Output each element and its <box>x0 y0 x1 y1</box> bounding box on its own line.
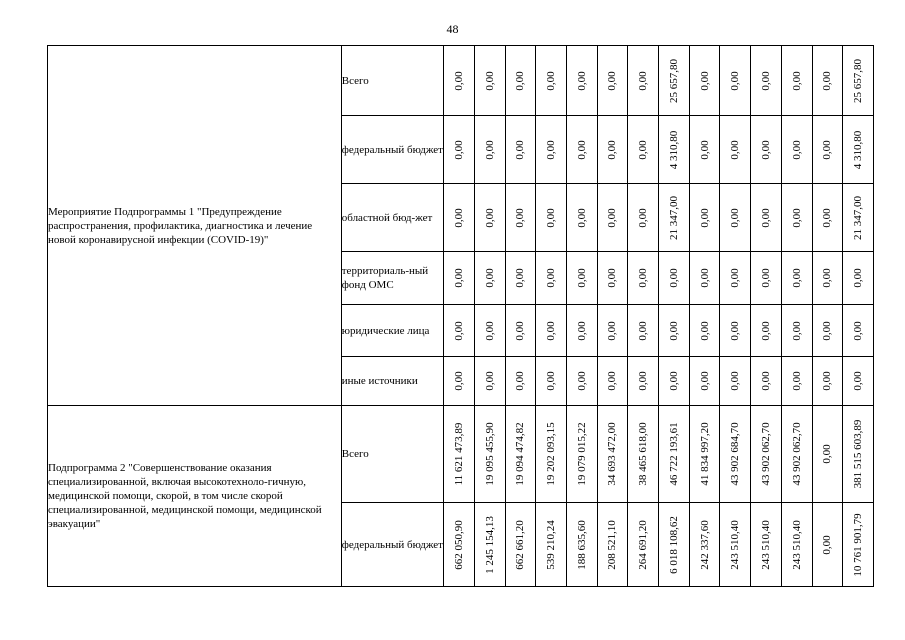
value-cell <box>505 305 536 357</box>
value-text: 0,00 <box>483 268 496 288</box>
value-text: 242 337,60 <box>698 519 711 570</box>
value-text: 0,00 <box>821 534 834 555</box>
value-text: 19 079 015,22 <box>575 422 588 486</box>
value-cell <box>751 503 782 587</box>
value-text: 0,00 <box>729 320 742 341</box>
value-cell <box>843 46 874 116</box>
value-cell <box>474 357 505 406</box>
value-cell <box>444 116 475 184</box>
value-text: 25 657,80 <box>667 58 680 103</box>
value-cell <box>812 184 843 252</box>
value-cell <box>720 252 751 305</box>
value-text: 0,00 <box>637 371 650 391</box>
value-cell <box>566 184 597 252</box>
value-text: 0,00 <box>821 70 834 91</box>
value-cell <box>505 252 536 305</box>
value-cell <box>720 46 751 116</box>
value-cell <box>689 116 720 184</box>
value-text: 0,00 <box>606 139 619 160</box>
value-cell <box>597 184 628 252</box>
value-cell <box>597 305 628 357</box>
value-cell <box>843 305 874 357</box>
value-text: 0,00 <box>790 139 803 160</box>
value-text: 0,00 <box>790 268 803 288</box>
value-text: 0,00 <box>545 139 558 160</box>
value-cell <box>566 503 597 587</box>
value-text: 264 691,20 <box>637 519 650 570</box>
value-text: 0,00 <box>759 70 772 91</box>
value-text: 662 050,90 <box>452 519 465 570</box>
value-text: 46 722 193,61 <box>667 422 680 486</box>
table-row <box>48 46 874 116</box>
value-text: 0,00 <box>637 70 650 91</box>
value-text: 0,00 <box>483 320 496 341</box>
value-cell <box>444 46 475 116</box>
value-text: 243 510,40 <box>790 519 803 570</box>
value-cell <box>659 46 690 116</box>
value-text: 0,00 <box>606 207 619 228</box>
value-text: 0,00 <box>759 139 772 160</box>
value-text: 4 310,80 <box>852 130 865 169</box>
value-cell <box>843 503 874 587</box>
value-text: 19 095 455,90 <box>483 422 496 486</box>
value-cell <box>751 252 782 305</box>
value-cell <box>536 184 567 252</box>
value-cell <box>812 406 843 503</box>
value-text: 0,00 <box>575 207 588 228</box>
value-text: 0,00 <box>514 371 527 391</box>
value-cell <box>597 116 628 184</box>
value-cell <box>444 184 475 252</box>
value-text: 43 902 062,70 <box>759 422 772 486</box>
value-cell <box>566 46 597 116</box>
value-text: 0,00 <box>452 139 465 160</box>
value-cell <box>505 116 536 184</box>
value-cell <box>843 184 874 252</box>
value-cell <box>659 357 690 406</box>
value-cell <box>812 116 843 184</box>
value-cell <box>781 116 812 184</box>
value-text: 0,00 <box>698 207 711 228</box>
value-text: 6 018 108,62 <box>667 515 680 574</box>
value-text: 0,00 <box>698 371 711 391</box>
value-text: 0,00 <box>667 371 680 391</box>
value-cell <box>628 503 659 587</box>
funding-source-cell: федеральный бюджет <box>341 503 443 587</box>
value-text: 1 245 154,13 <box>483 515 496 574</box>
value-text: 0,00 <box>698 320 711 341</box>
value-text: 0,00 <box>452 371 465 391</box>
value-cell <box>781 357 812 406</box>
value-cell <box>566 305 597 357</box>
value-cell <box>720 116 751 184</box>
value-text: 0,00 <box>606 70 619 91</box>
value-cell <box>689 184 720 252</box>
value-cell <box>566 116 597 184</box>
value-cell <box>505 184 536 252</box>
value-text: 0,00 <box>483 139 496 160</box>
funding-source-cell: федеральный бюджет <box>341 116 443 184</box>
value-text: 0,00 <box>729 371 742 391</box>
value-cell <box>628 305 659 357</box>
value-cell <box>689 503 720 587</box>
value-text: 0,00 <box>514 207 527 228</box>
program-name-cell: Мероприятие Подпрограммы 1 "Предупреждение распространения, профилактика, диагностика и лечение новой коронавирусной инфекции (COVID-19)" <box>48 46 342 406</box>
value-cell <box>566 252 597 305</box>
value-text: 0,00 <box>729 268 742 288</box>
value-text: 0,00 <box>698 268 711 288</box>
value-cell <box>597 46 628 116</box>
value-cell <box>597 252 628 305</box>
value-text: 0,00 <box>452 320 465 341</box>
value-text: 0,00 <box>606 371 619 391</box>
value-text: 0,00 <box>514 268 527 288</box>
value-text: 10 761 901,79 <box>852 512 865 577</box>
value-cell <box>720 357 751 406</box>
value-text: 0,00 <box>575 268 588 288</box>
value-cell <box>597 503 628 587</box>
value-text: 0,00 <box>483 371 496 391</box>
value-cell <box>751 46 782 116</box>
value-text: 25 657,80 <box>852 58 865 103</box>
value-cell <box>474 305 505 357</box>
value-cell <box>689 305 720 357</box>
value-text: 0,00 <box>790 70 803 91</box>
value-text: 19 094 474,82 <box>514 422 527 486</box>
value-cell <box>720 503 751 587</box>
value-cell <box>812 357 843 406</box>
value-cell <box>444 357 475 406</box>
value-cell <box>474 503 505 587</box>
value-text: 0,00 <box>852 268 865 288</box>
value-text: 662 661,20 <box>514 519 527 570</box>
value-cell <box>505 357 536 406</box>
value-cell <box>659 252 690 305</box>
value-text: 0,00 <box>759 371 772 391</box>
value-text: 43 902 684,70 <box>729 422 742 486</box>
value-text: 0,00 <box>790 207 803 228</box>
value-cell <box>566 406 597 503</box>
value-cell <box>781 184 812 252</box>
value-text: 0,00 <box>637 268 650 288</box>
value-text: 0,00 <box>759 320 772 341</box>
value-text: 0,00 <box>759 207 772 228</box>
value-cell <box>597 406 628 503</box>
value-text: 21 347,00 <box>667 195 680 240</box>
value-text: 0,00 <box>821 320 834 341</box>
value-text: 0,00 <box>852 320 865 341</box>
value-text: 0,00 <box>637 207 650 228</box>
value-cell <box>628 184 659 252</box>
value-cell <box>628 357 659 406</box>
funding-source-cell: иные источники <box>341 357 443 406</box>
value-cell <box>720 184 751 252</box>
value-cell <box>781 305 812 357</box>
value-text: 0,00 <box>637 320 650 341</box>
value-cell <box>720 305 751 357</box>
value-cell <box>720 406 751 503</box>
value-cell <box>843 116 874 184</box>
value-cell <box>781 252 812 305</box>
value-text: 0,00 <box>575 371 588 391</box>
value-text: 243 510,40 <box>759 519 772 570</box>
value-text: 0,00 <box>821 207 834 228</box>
value-text: 0,00 <box>821 268 834 288</box>
funding-source-cell: юридические лица <box>341 305 443 357</box>
value-cell <box>536 406 567 503</box>
value-cell <box>781 46 812 116</box>
value-text: 0,00 <box>729 70 742 91</box>
value-cell <box>843 357 874 406</box>
value-text: 539 210,24 <box>545 519 558 570</box>
page-number: 48 <box>446 22 459 36</box>
budget-table <box>47 45 874 587</box>
value-cell <box>659 406 690 503</box>
value-cell <box>597 357 628 406</box>
value-cell <box>628 252 659 305</box>
value-text: 0,00 <box>483 70 496 91</box>
value-cell <box>536 305 567 357</box>
value-cell <box>689 357 720 406</box>
value-cell <box>659 305 690 357</box>
value-cell <box>444 252 475 305</box>
value-text: 19 202 093,15 <box>545 422 558 486</box>
value-cell <box>505 503 536 587</box>
value-text: 0,00 <box>606 320 619 341</box>
value-cell <box>628 46 659 116</box>
value-cell <box>812 46 843 116</box>
value-text: 0,00 <box>637 139 650 160</box>
value-text: 0,00 <box>545 268 558 288</box>
value-cell <box>474 184 505 252</box>
funding-source-cell: Всего <box>341 46 443 116</box>
value-text: 0,00 <box>514 139 527 160</box>
value-text: 0,00 <box>821 139 834 160</box>
value-text: 0,00 <box>698 139 711 160</box>
program-name-cell: Подпрограмма 2 "Совершенствование оказания специализированной, включая высокотехноло-гичную, медицинской помощи, скорой, в том числе скорой специализированной, медицинской помощи, медицинской эвакуации" <box>48 406 342 587</box>
value-text: 0,00 <box>606 268 619 288</box>
value-cell <box>751 305 782 357</box>
value-cell <box>751 184 782 252</box>
value-text: 0,00 <box>852 371 865 391</box>
value-cell <box>751 406 782 503</box>
value-cell <box>812 305 843 357</box>
value-text: 21 347,00 <box>852 195 865 240</box>
value-cell <box>751 116 782 184</box>
value-cell <box>536 503 567 587</box>
value-cell <box>659 184 690 252</box>
value-text: 0,00 <box>452 70 465 91</box>
value-text: 38 465 618,00 <box>637 422 650 486</box>
value-text: 4 310,80 <box>667 130 680 169</box>
value-text: 0,00 <box>759 268 772 288</box>
value-cell <box>843 252 874 305</box>
value-cell <box>566 357 597 406</box>
value-cell <box>659 116 690 184</box>
value-text: 41 834 997,20 <box>698 422 711 486</box>
value-cell <box>474 116 505 184</box>
table-row <box>48 406 874 503</box>
value-cell <box>536 252 567 305</box>
value-cell <box>843 406 874 503</box>
value-cell <box>444 406 475 503</box>
value-cell <box>628 406 659 503</box>
value-cell <box>474 46 505 116</box>
value-cell <box>474 406 505 503</box>
value-text: 0,00 <box>452 207 465 228</box>
value-text: 0,00 <box>698 70 711 91</box>
value-cell <box>689 406 720 503</box>
funding-source-cell: территориаль-ный фонд ОМС <box>341 252 443 305</box>
value-text: 0,00 <box>729 207 742 228</box>
value-cell <box>536 357 567 406</box>
value-text: 0,00 <box>545 207 558 228</box>
value-text: 243 510,40 <box>729 519 742 570</box>
value-text: 381 515 603,89 <box>852 419 865 489</box>
value-text: 11 621 473,89 <box>452 422 465 486</box>
value-cell <box>505 406 536 503</box>
value-cell <box>536 116 567 184</box>
value-text: 188 635,60 <box>575 519 588 570</box>
value-cell <box>781 503 812 587</box>
value-cell <box>689 46 720 116</box>
value-text: 0,00 <box>545 70 558 91</box>
value-text: 0,00 <box>667 320 680 341</box>
value-text: 34 693 472,00 <box>606 422 619 486</box>
value-cell <box>812 503 843 587</box>
value-text: 0,00 <box>821 444 834 464</box>
funding-source-cell: Всего <box>341 406 443 503</box>
value-cell <box>781 406 812 503</box>
value-text: 0,00 <box>483 207 496 228</box>
value-text: 0,00 <box>575 320 588 341</box>
value-text: 0,00 <box>575 139 588 160</box>
value-text: 0,00 <box>729 139 742 160</box>
value-cell <box>536 46 567 116</box>
value-text: 0,00 <box>821 371 834 391</box>
value-cell <box>444 305 475 357</box>
value-text: 0,00 <box>545 371 558 391</box>
value-cell <box>474 252 505 305</box>
value-cell <box>659 503 690 587</box>
value-cell <box>444 503 475 587</box>
value-cell <box>689 252 720 305</box>
value-text: 0,00 <box>667 268 680 288</box>
value-text: 0,00 <box>575 70 588 91</box>
funding-source-cell: областной бюд-жет <box>341 184 443 252</box>
value-text: 0,00 <box>790 320 803 341</box>
value-cell <box>812 252 843 305</box>
value-text: 43 902 062,70 <box>790 422 803 486</box>
value-cell <box>751 357 782 406</box>
value-text: 208 521,10 <box>606 519 619 570</box>
value-cell <box>505 46 536 116</box>
value-text: 0,00 <box>452 268 465 288</box>
value-text: 0,00 <box>790 371 803 391</box>
value-text: 0,00 <box>545 320 558 341</box>
value-cell <box>628 116 659 184</box>
value-text: 0,00 <box>514 320 527 341</box>
value-text: 0,00 <box>514 70 527 91</box>
